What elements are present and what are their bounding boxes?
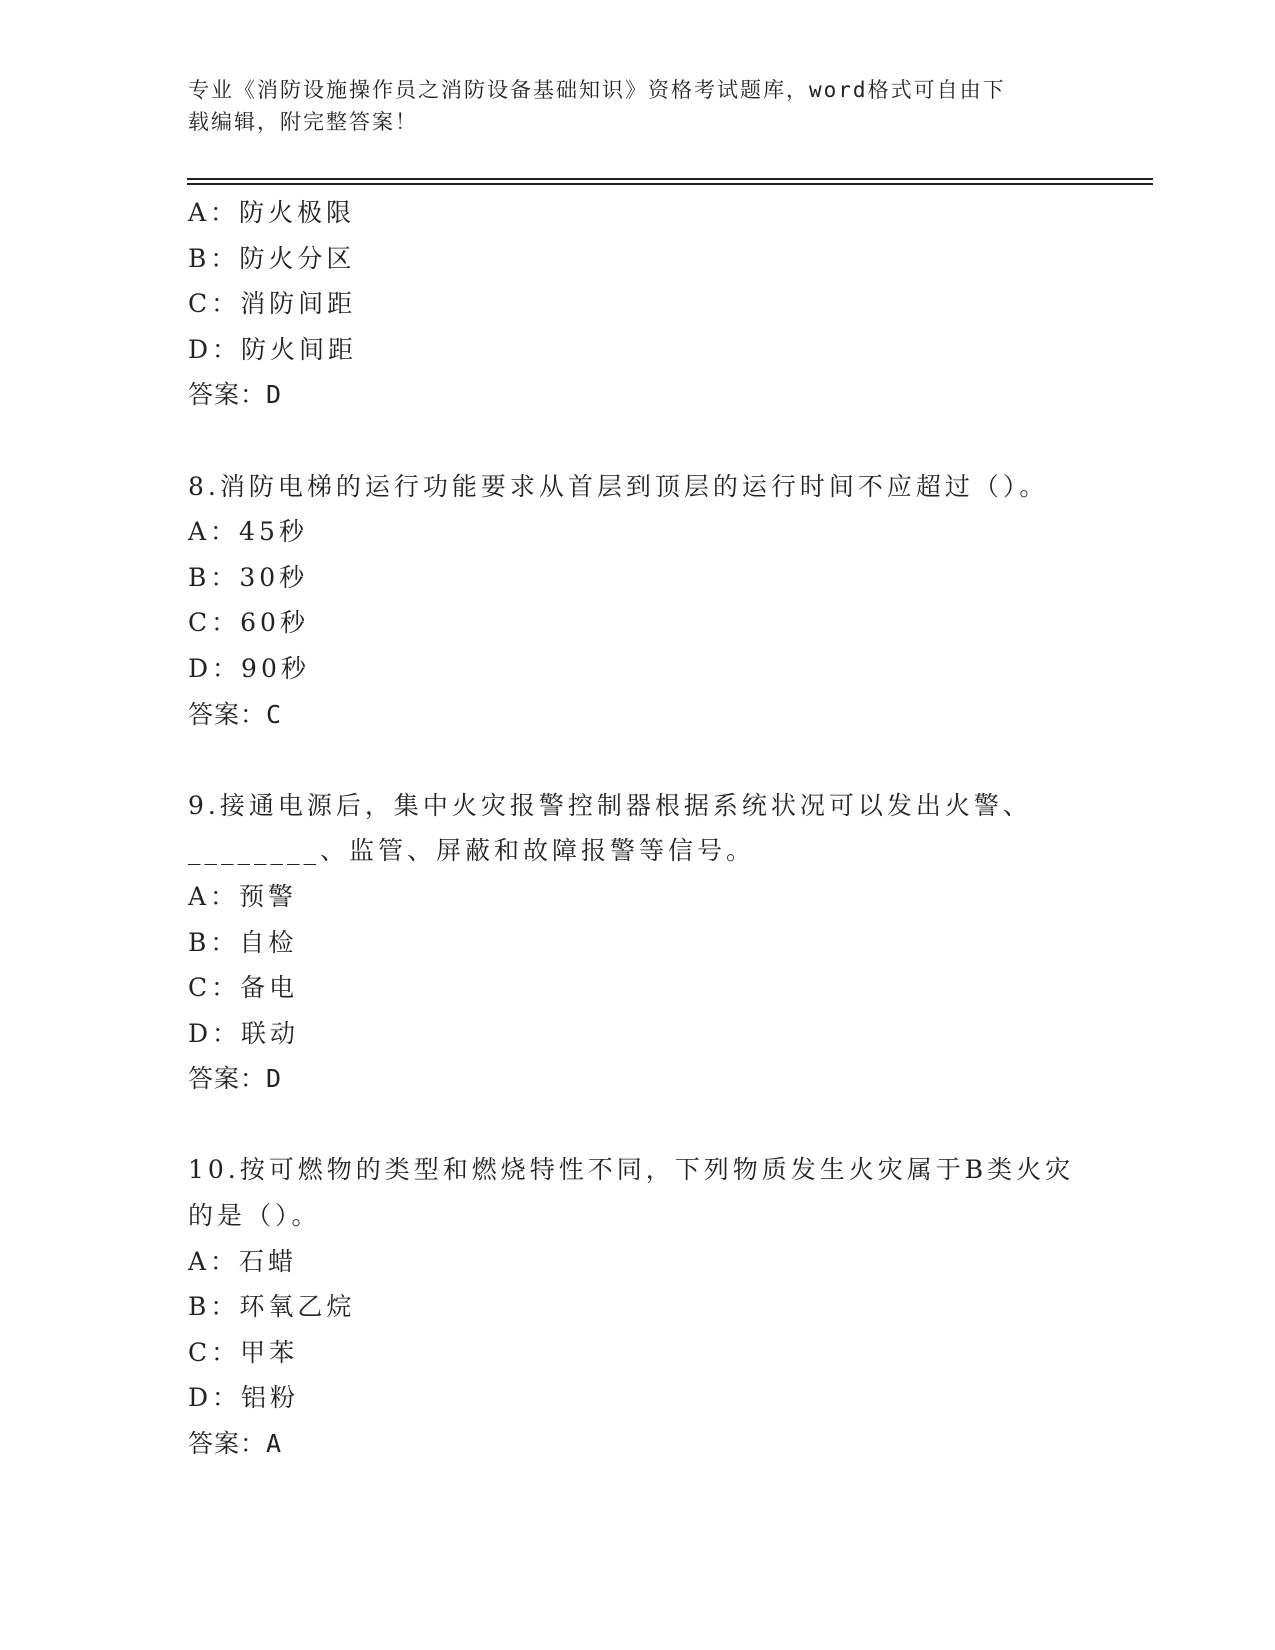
answer-value: D — [266, 380, 283, 410]
answer-label: 答案： — [188, 699, 267, 729]
option-b: B：防火分区 — [188, 243, 356, 273]
option-c: C：备电 — [188, 973, 299, 1003]
question-list — [188, 190, 1088, 1467]
header-divider-top — [187, 178, 1153, 180]
answer-line — [188, 372, 1088, 418]
option-c: C：60秒 — [188, 608, 309, 638]
question-9 — [188, 783, 1088, 1102]
header-divider-bottom — [187, 183, 1153, 185]
option-a: A：45秒 — [188, 517, 308, 547]
question-text-line-2: 的是（）。 — [188, 1201, 321, 1231]
answer-value: A — [266, 1429, 283, 1459]
answer-value: D — [266, 1064, 283, 1094]
answer-line — [188, 1056, 1088, 1102]
answer-label: 答案： — [188, 380, 267, 410]
option-d: D：铝粉 — [188, 1383, 300, 1413]
answer-label: 答案： — [188, 1429, 267, 1459]
answer-value: C — [266, 699, 283, 729]
answer-line — [188, 1421, 1088, 1467]
header-line-1: 专业《消防设施操作员之消防设备基础知识》资格考试题库，word格式可自由下 — [188, 78, 1006, 102]
option-d: D：防火间距 — [188, 334, 358, 364]
question-7 — [188, 190, 1088, 418]
question-10 — [188, 1147, 1088, 1466]
spacer — [188, 418, 1088, 464]
spacer — [188, 737, 1088, 783]
option-b: B：自检 — [188, 927, 298, 957]
question-text: 8.消防电梯的运行功能要求从首层到顶层的运行时间不应超过（）。 — [188, 471, 1049, 501]
option-a: A：石蜡 — [188, 1246, 298, 1276]
option-c: C：消防间距 — [188, 289, 357, 319]
question-text-line-2: ________、监管、屏蔽和故障报警等信号。 — [188, 836, 756, 866]
option-a: A：防火极限 — [188, 198, 356, 227]
spacer — [188, 1102, 1088, 1148]
answer-line — [188, 692, 1088, 738]
option-c: C：甲苯 — [188, 1337, 299, 1367]
document-header — [188, 74, 1068, 138]
option-d: D：90秒 — [188, 653, 310, 683]
question-8 — [188, 464, 1088, 738]
option-b: B：30秒 — [188, 562, 309, 592]
question-text-line-1: 9.接通电源后，集中火灾报警控制器根据系统状况可以发出火警、 — [188, 790, 1032, 820]
option-b: B：环氧乙烷 — [188, 1292, 356, 1322]
header-line-2: 载编辑，附完整答案！ — [188, 110, 418, 134]
answer-label: 答案： — [188, 1064, 267, 1094]
option-d: D：联动 — [188, 1018, 300, 1048]
option-a: A：预警 — [188, 881, 298, 911]
question-text-line-1: 10.按可燃物的类型和燃烧特性不同，下列物质发生火灾属于B类火灾 — [188, 1155, 1075, 1185]
